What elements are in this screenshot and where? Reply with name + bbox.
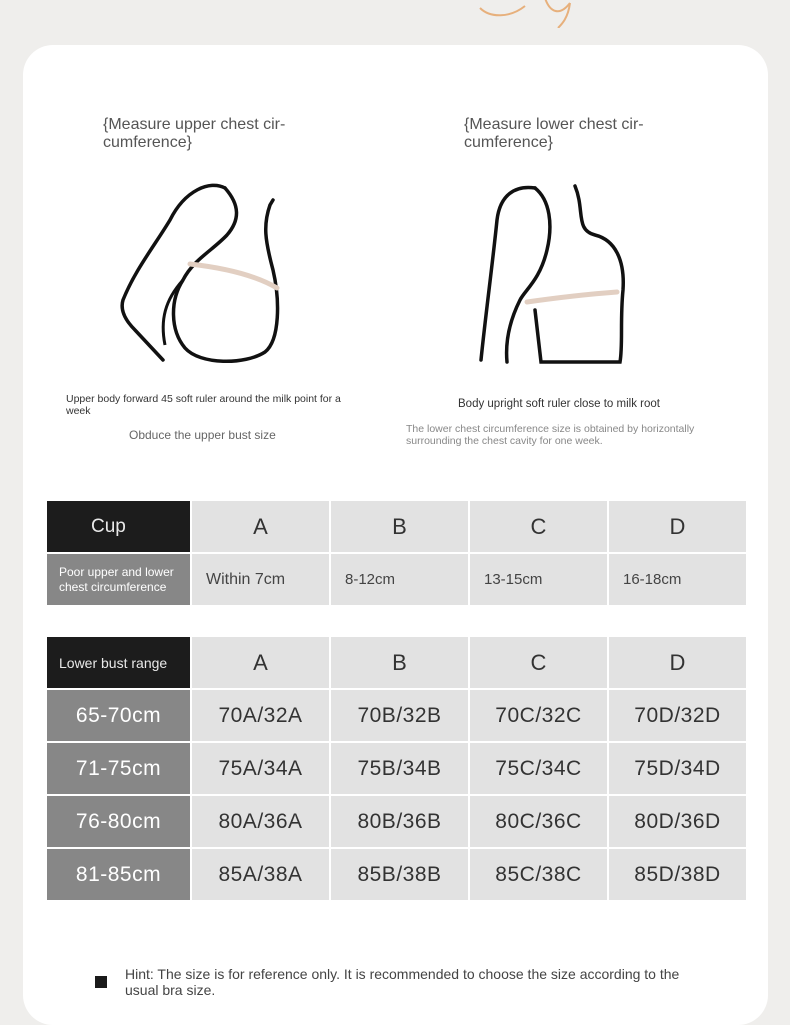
size-cell: 80A/36A <box>192 796 329 847</box>
size-header-a: A <box>192 637 329 688</box>
lower-bust-header-cell: Lower bust range <box>47 637 190 688</box>
cup-header-cell: Cup <box>47 501 190 552</box>
size-cell: 85A/38A <box>192 849 329 900</box>
leaning-body-figure <box>115 180 295 370</box>
size-cell: 70D/32D <box>609 690 746 741</box>
hint-bullet-icon <box>95 976 107 988</box>
size-cell: 75B/34B <box>331 743 468 794</box>
lower-instruction: Body upright soft ruler close to milk root <box>458 398 660 410</box>
cup-difference-row <box>47 554 746 605</box>
difference-value: 8-12cm <box>331 554 468 605</box>
hint-text: Hint: The size is for reference only. It is recommended to choose the size according to the usual bra size. <box>125 966 680 998</box>
table-row <box>47 849 746 900</box>
size-cell: 85C/38C <box>470 849 607 900</box>
size-cell: 80B/36B <box>331 796 468 847</box>
range-cell: 65-70cm <box>47 690 190 741</box>
table-row <box>47 690 746 741</box>
size-cell: 70A/32A <box>192 690 329 741</box>
difference-value: 13-15cm <box>470 554 607 605</box>
size-header-d: D <box>609 637 746 688</box>
upper-instruction: Upper body forward 45 soft ruler around the milk point for a week <box>66 393 341 417</box>
range-cell: 81-85cm <box>47 849 190 900</box>
size-cell: 70C/32C <box>470 690 607 741</box>
difference-label-cell: Poor upper and lower chest circumference <box>47 554 190 605</box>
cup-header-d: D <box>609 501 746 552</box>
difference-value: Within 7cm <box>192 554 329 605</box>
cup-header-b: B <box>331 501 468 552</box>
size-header-c: C <box>470 637 607 688</box>
upper-measure-title: {Measure upper chest cir- cumference} <box>103 116 286 151</box>
table-row <box>47 743 746 794</box>
cup-header-c: C <box>470 501 607 552</box>
cup-difference-table <box>45 499 748 607</box>
script-ornament <box>470 0 610 28</box>
size-cell: 85D/38D <box>609 849 746 900</box>
size-cell: 80C/36C <box>470 796 607 847</box>
size-header-b: B <box>331 637 468 688</box>
size-cell: 70B/32B <box>331 690 468 741</box>
upright-body-figure <box>475 180 645 370</box>
difference-value: 16-18cm <box>609 554 746 605</box>
range-cell: 71-75cm <box>47 743 190 794</box>
size-cell: 75D/34D <box>609 743 746 794</box>
cup-header-row <box>47 501 746 552</box>
lower-result: The lower chest circumference size is obtained by horizontally surrounding the chest cavity for one week. <box>406 423 695 447</box>
size-cell: 85B/38B <box>331 849 468 900</box>
size-chart-table <box>45 635 748 902</box>
size-header-row <box>47 637 746 688</box>
cup-header-a: A <box>192 501 329 552</box>
size-cell: 75C/34C <box>470 743 607 794</box>
lower-measure-title: {Measure lower chest cir- cumference} <box>464 116 644 151</box>
table-row <box>47 796 746 847</box>
size-cell: 80D/36D <box>609 796 746 847</box>
range-cell: 76-80cm <box>47 796 190 847</box>
upper-result: Obduce the upper bust size <box>129 428 276 442</box>
size-cell: 75A/34A <box>192 743 329 794</box>
